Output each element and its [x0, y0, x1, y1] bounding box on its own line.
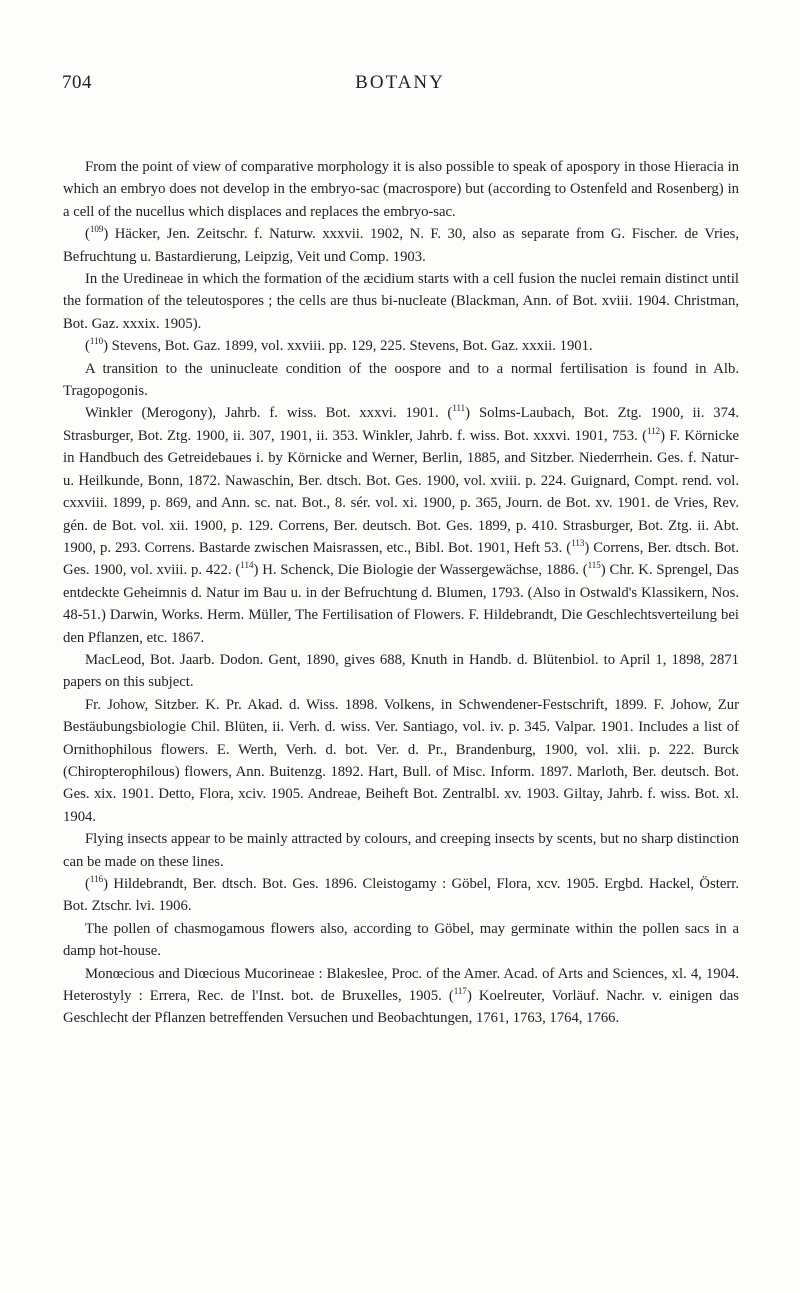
footnote-number: 111	[452, 403, 466, 414]
footnote-paragraph: ($^{116}$) Hildebrandt, Ber. dtsch. Bot. Ges. 1896. Cleistogamy : Göbel, Flora, xcv. 1905. Ergbd. Hackel, Österr. Bot. Ztschr. lvi. 1906.	[63, 874, 739, 915]
running-title: BOTANY	[355, 72, 445, 93]
paragraph: A transition to the uninucleate condition of the oospore and to a normal fertilisation is found in Alb. Tragopogonis.	[63, 360, 739, 400]
paragraph: The pollen of chasmogamous flowers also, according to Göbel, may germinate within the pollen sacs in a damp hot-house.	[63, 920, 739, 960]
page-header	[62, 72, 738, 104]
paragraph: From the point of view of comparative morphology it is also possible to speak of apospory in those Hieracia in which an embryo does not develop in the embryo-sac (macrospore) but (according to Ostenfeld and Rosenberg) in a cell of the nucellus which displaces and replaces the embryo-sac.	[63, 159, 739, 220]
paragraph: Flying insects appear to be mainly attracted by colours, and creeping insects by scents, but no sharp distinction can be made on these lines.	[63, 831, 739, 870]
footnote-number: 116	[89, 874, 104, 885]
footnote-number: 112	[646, 425, 661, 436]
paragraph: Fr. Johow, Sitzber. K. Pr. Akad. d. Wiss. 1898. Volkens, in Schwendener-Festschrift, 1899. F. Johow, Zur Bestäubungsbiologie Chil. Blüten, ii. Verh. d. wiss. Ver. Santiago, vol. iv. p. 345. Valpar. 1901. Includes a list of Ornithophilous flowers. E. Werth, Verh. d. bot. Ver. d. Pr., Brandenburg, 1900, vol. xlii. p. 222. Burck (Chiropterophilous) flowers, Ann. Buitenzg. 1892. Hart, Bull. of Misc. Inform. 1897. Marloth, Ber. deutsch. Bot. Ges. xix. 1901. Detto, Flora, xciv. 1905. Andreae, Beiheft Bot. Zentralbl. xv. 1903. Giltay, Jahrb. f. wiss. Bot. xl. 1904.	[63, 696, 739, 825]
footnote-number: 117	[453, 986, 467, 997]
footnote-paragraph: ($^{109}$) Häcker, Jen. Zeitschr. f. Naturw. xxxvii. 1902, N. F. 30, also as separate from G. Fischer. de Vries, Befruchtung u. Bastardierung, Leipzig, Veit und Comp. 1903.	[63, 224, 739, 265]
paragraph: In the Uredineae in which the formation of the æcidium starts with a cell fusion the nuclei remain distinct until the formation of the teleutospores ; the cells are thus bi-nucleate (Blackman, Ann. of Bot. xviii. 1904. Christman, Bot. Gaz. xxxix. 1905).	[63, 271, 739, 332]
page-number: 704	[62, 72, 92, 93]
paragraph: Monœcious and Diœcious Mucorineae : Blakeslee, Proc. of the Amer. Acad. of Arts and Sciences, xl. 4, 1904. Heterostyly : Errera, Rec. de l'Inst. bot. de Bruxelles, 1905. ($^{117}$) Koelreuter, Vorläuf. Nachr. v. einigen das Geschlecht der Pflanzen betreffenden Versuchen und Beobachtungen, 1761, 1763, 1764, 1766.	[63, 965, 739, 1027]
body-text	[63, 156, 739, 1030]
footnote-number: 109	[89, 224, 104, 235]
paragraph: MacLeod, Bot. Jaarb. Dodon. Gent, 1890, gives 688, Knuth in Handb. d. Blütenbiol. to April 1, 1898, 2871 papers on this subject.	[63, 651, 739, 691]
footnote-number: 110	[89, 336, 104, 347]
footnote-number: 113	[571, 538, 585, 549]
footnote-paragraph: ($^{110}$) Stevens, Bot. Gaz. 1899, vol. xxviii. pp. 129, 225. Stevens, Bot. Gaz. xxxii. 1901.	[85, 336, 593, 355]
footnote-paragraph: Winkler (Merogony), Jahrb. f. wiss. Bot. xxxvi. 1901. ($^{111}$) Solms-Laubach, Bot. Ztg. 1900, ii. 374. Strasburger, Bot. Ztg. 1900, ii. 307, 1901, ii. 353. Winkler, Jahrb. f. wiss. Bot. xxxvi. 1901, 753. ($^{112}$) F. Körnicke in Handbuch des Getreidebaues i. by Körnicke and Werner, Berlin, 1885, and Sitzber. Niederrhein. Ges. f. Natur- u. Heilkunde, Bonn, 1872. Nawaschin, Ber. dtsch. Bot. Ges. 1900, vol. xviii. p. 224. Guignard, Compt. rend. vol. cxxviii. 1899, p. 869, and Ann. sc. nat. Bot., 8. sér. vol. xi. 1900, p. 365, Journ. de Bot. xv. 1901. de Vries, Rev. gén. de Bot. vol. xii. 1900, p. 129. Correns, Ber. deutsch. Bot. Ges. 1899, p. 410. Strasburger, Bot. Ztg. ii. Abt. 1900, p. 293. Correns. Bastarde zwischen Maisrassen, etc., Bibl. Bot. 1901, Heft 53. ($^{113}$) Correns, Ber. dtsch. Bot. Ges. 1900, vol. xviii. p. 422. ($^{114}$) H. Schenck, Die Biologie der Wassergewächse, 1886. ($^{115}$) Chr. K. Sprengel, Das entdeckte Geheimnis d. Natur im Bau u. in der Befruchtung d. Blumen, 1793. (Also in Ostwald's Klassikern, Nos. 48-51.) Darwin, Works. Herm. Müller, The Fertilisation of Flowers. F. Hildebrandt, Die Geschlechtsverteilung bei den Pflanzen, etc. 1867.	[63, 403, 739, 646]
footnote-number: 115	[587, 560, 601, 571]
footnote-number: 114	[240, 560, 254, 571]
